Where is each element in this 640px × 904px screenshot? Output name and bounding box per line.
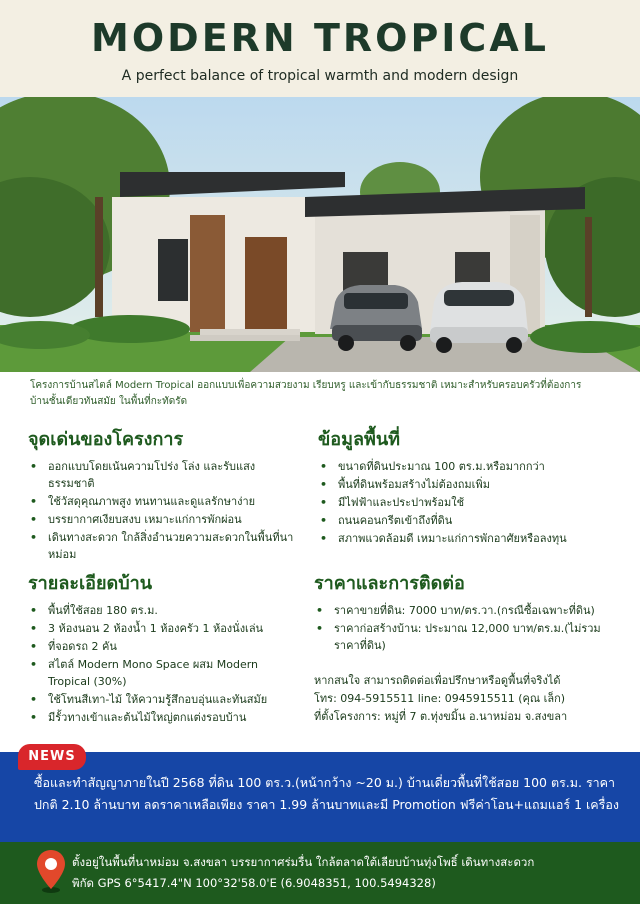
house-detail-item: • มีรั้วทางเข้าและต้นไม้ใหญ่ตกแต่งรอบบ้าน [28,709,298,726]
price-item: • ราคาก่อสร้างบ้าน: ประมาณ 12,000 บาท/ตร.ม.(ไม่รวมราคาที่ดิน) [314,620,624,654]
footer-text [72,852,632,894]
land-info-item: • ถนนคอนกรีตเข้าถึงที่ดิน [318,512,618,529]
price-contact-section [314,572,624,726]
highlight-item: • บรรยากาศเงียบสงบ เหมาะแก่การพักผ่อน [28,511,298,528]
house-detail-item: • 3 ห้องนอน 2 ห้องน้ำ 1 ห้องครัว 1 ห้องนั่งเล่น [28,620,298,637]
highlight-item: • เดินทางสะดวก ใกล้สิ่งอำนวยความสะดวกในพื้นที่นาหม่อม [28,529,298,563]
news-text: ซื้อและทำสัญญาภายในปี 2568 ที่ดิน 100 ตร.ว.(หน้ากว้าง ~20 ม.) บ้านเดี่ยวพื้นที่ใช้สอย 100 ตร.ม. ราคาปกติ 2.10 ล้านบาท ลดราคาเหลือเพียง ราคา 1.99 ล้านบาทและมี Promotion ฟรีค่าโอน+แถมแอร์ 1 เครื่อง [34,775,619,812]
page-subtitle: A perfect balance of tropical warmth and modern design [121,68,519,84]
land-info-item: • สภาพแวดล้อมดี เหมาะแก่การพักอาศัยหรือลงทุน [318,530,618,547]
house-photo [0,97,640,372]
page-title: MODERN TROPICAL [91,16,549,60]
house-details-section [28,572,298,727]
footer-banner [0,842,640,904]
land-info-item: • มีไฟฟ้าและประปาพร้อมใช้ [318,494,618,511]
project-location: ที่ตั้งโครงการ: หมู่ที่ 7 ต.ทุ่งขมิ้น อ.นาหม่อม จ.สงขลา [314,710,568,723]
intro-line-1: โครงการบ้านสไตล์ Modern Tropical ออกแบบเพื่อความสวยงาม เรียบหรู และเข้ากับธรรมชาติ เหมาะสำหรับครอบครัวที่ต้องการ [30,380,582,391]
highlights-heading: จุดเด่นของโครงการ [28,429,184,450]
contact-phone[interactable]: โทร: 094-5915511 line: 0945915511 (คุณ เล็ก) [314,692,566,705]
highlights-section [28,428,298,564]
news-banner [0,749,640,842]
land-info-heading: ข้อมูลพื้นที่ [318,429,401,450]
house-details-heading: รายละเอียดบ้าน [28,573,153,594]
footer-gps-line: พิกัด GPS 6°5417.4"N 100°32'58.0'E (6.9048351, 100.5494328) [72,876,436,890]
house-detail-item: • สไตล์ Modern Mono Space ผสม Modern Tropical (30%) [28,656,298,690]
price-item: • ราคาขายที่ดิน: 7000 บาท/ตร.วา.(กรณีซื้อเฉพาะที่ดิน) [314,602,624,619]
land-info-item: • ขนาดที่ดินประมาณ 100 ตร.ม.หรือมากกว่า [318,458,618,475]
house-detail-item: • พื้นที่ใช้สอย 180 ตร.ม. [28,602,298,619]
contact-invite: หากสนใจ สามารถติดต่อเพื่อปรึกษาหรือดูพื้นที่จริงได้ [314,674,561,687]
contact-info [314,672,624,726]
land-info-section [318,428,618,548]
news-badge: NEWS [18,744,86,770]
land-info-item: • พื้นที่ดินพร้อมสร้างไม่ต้องถมเพิ่ม [318,476,618,493]
house-detail-item: • ใช้โทนสีเทา-ไม้ ให้ความรู้สึกอบอุ่นและทันสมัย [28,691,298,708]
highlight-item: • ออกแบบโดยเน้นความโปร่ง โล่ง และรับแสงธรรมชาติ [28,458,298,492]
header-banner [0,0,640,97]
footer-location-line: ตั้งอยู่ในพื้นที่นาหม่อม จ.สงขลา บรรยากาศร่มรื่น ใกล้ตลาดใต้เลียบบ้านทุ่งโพธิ์ เดินทางสะดวก [72,855,535,869]
highlight-item: • ใช้วัสดุคุณภาพสูง ทนทานและดูแลรักษาง่าย [28,493,298,510]
intro-line-2: บ้านชั้นเดียวทันสมัย ในพื้นที่กะทัดรัด [30,396,188,407]
price-contact-heading: ราคาและการติดต่อ [314,573,465,594]
map-pin-icon [36,848,66,898]
project-intro [30,378,620,410]
house-detail-item: • ที่จอดรถ 2 คัน [28,638,298,655]
